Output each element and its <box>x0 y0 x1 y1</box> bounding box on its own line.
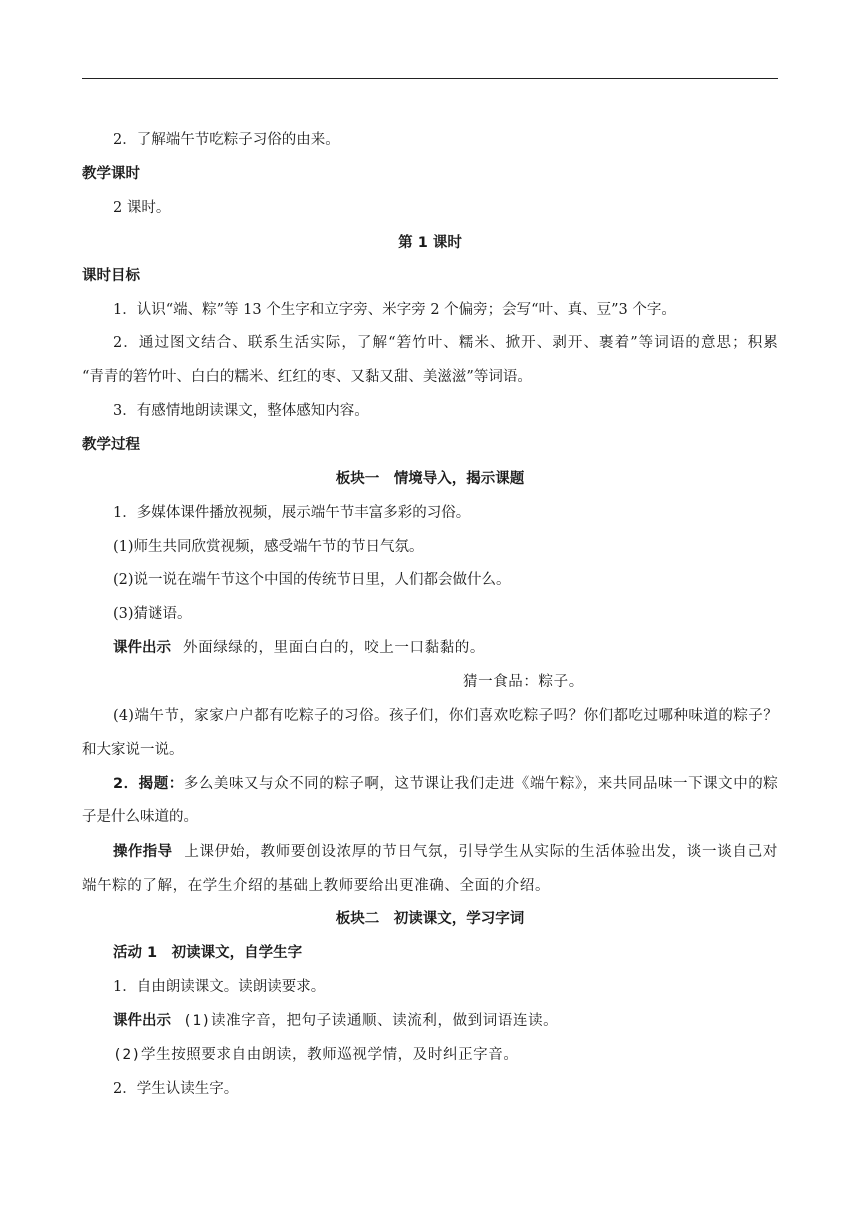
step-1-4-line-1: (4)端午节，家家户户都有吃粽子的习俗。孩子们，你们喜欢吃粽子吗？你们都吃过哪种味道的粽子？ <box>113 708 778 724</box>
courseware-label: 课件出示 <box>113 640 171 656</box>
reveal-title-text: 多么美味又与众不同的粽子啊，这节课让我们走进《端午粽》，来共同品味一下课文中的粽 <box>183 776 778 792</box>
goal-2-line-1: 2．通过图文结合、联系生活实际，了解“箬竹叶、糯米、掀开、剥开、裹着”等词语的意思；积累 <box>113 335 778 351</box>
step-1-4-line-2: 和大家说一说。 <box>82 742 184 758</box>
read-step-1-2: (2)学生按照要求自由朗读，教师巡视学情，及时纠正字音。 <box>113 1047 519 1063</box>
block-2-title: 板块二 初读课文，学习字词 <box>335 911 525 927</box>
heading-teaching-process: 教学过程 <box>82 437 140 453</box>
step-1-1: (1)师生共同欣赏视频，感受端午节的节日气氛。 <box>113 539 424 555</box>
heading-lesson-goals: 课时目标 <box>82 268 140 284</box>
step-2-line-2: 子是什么味道的。 <box>82 809 198 825</box>
operation-guide-text: 上课伊始，教师要创设浓厚的节日气氛，引导学生从实际的生活体验出发，谈一谈自己对 <box>184 844 778 860</box>
step-2-line-1 <box>113 774 778 794</box>
operation-guide-line-2: 端午粽的了解，在学生介绍的基础上教师要给出更准确、全面的介绍。 <box>82 878 551 894</box>
reveal-title-label: 2．揭题： <box>113 776 184 792</box>
courseware-display-2 <box>113 1011 558 1031</box>
courseware-requirement: (1)读准字音，把句子读通顺、读流利，做到词语连读。 <box>183 1013 559 1029</box>
objective-line-2: 2．了解端午节吃粽子习俗的由来。 <box>113 132 340 148</box>
riddle-answer: 猜一食品：粽子。 <box>463 674 584 690</box>
goal-2-line-2: “青青的箬竹叶、白白的糯米、红红的枣、又黏又甜、美滋滋”等词语。 <box>82 369 532 385</box>
header-rule <box>82 78 778 79</box>
step-1: 1．多媒体课件播放视频，展示端午节丰富多彩的习俗。 <box>113 505 471 521</box>
riddle-text: 外面绿绿的，里面白白的，咬上一口黏黏的。 <box>183 640 485 656</box>
goal-1: 1．认识“端、粽”等 13 个生字和立字旁、米字旁 2 个偏旁；会写“叶、真、豆”3 个字。 <box>113 302 676 318</box>
courseware-label-2: 课件出示 <box>113 1013 171 1029</box>
operation-guide-line-1 <box>113 842 778 862</box>
goal-3: 3．有感情地朗读课文，整体感知内容。 <box>113 403 369 419</box>
read-step-1: 1．自由朗读课文。读朗读要求。 <box>113 979 326 995</box>
heading-teaching-hours: 教学课时 <box>82 166 140 182</box>
activity-1-title: 活动 1 初读课文，自学生字 <box>113 945 303 961</box>
read-step-2: 2．学生认读生字。 <box>113 1081 239 1097</box>
operation-guide-label: 操作指导 <box>113 844 173 860</box>
step-1-3: (3)猜谜语。 <box>113 606 192 622</box>
step-1-2: (2)说一说在端午节这个中国的传统节日里，人们都会做什么。 <box>113 572 511 588</box>
courseware-display-1 <box>113 638 485 658</box>
block-1-title: 板块一 情境导入，揭示课题 <box>335 471 525 487</box>
lesson-1-title: 第 1 课时 <box>398 235 462 251</box>
hours-text: 2 课时。 <box>113 200 171 216</box>
